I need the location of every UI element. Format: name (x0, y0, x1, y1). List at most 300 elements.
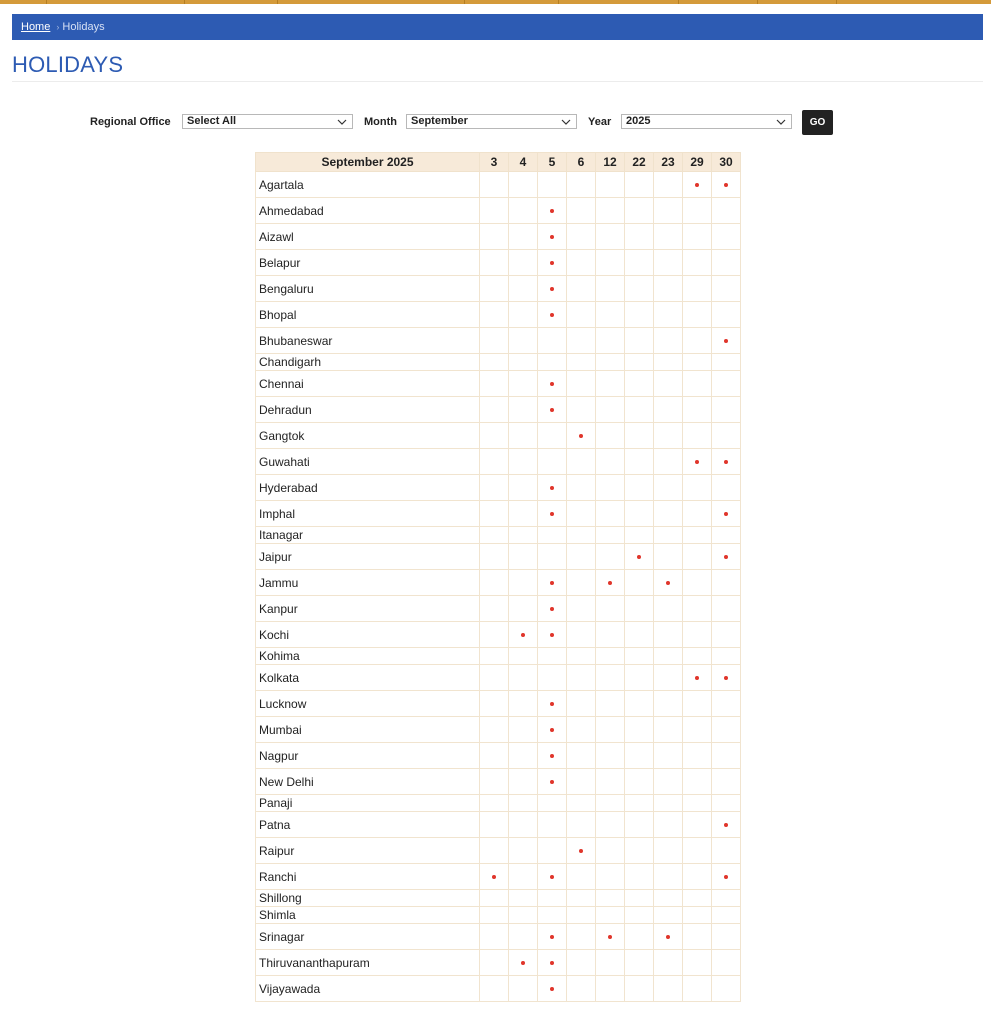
table-row (256, 172, 741, 198)
day-cell (654, 475, 683, 501)
holiday-dot-icon (550, 209, 554, 213)
table-row (256, 501, 741, 527)
month-header: September 2025 (256, 153, 480, 172)
day-cell (596, 423, 625, 449)
nav-divider (464, 0, 465, 4)
holiday-dot-icon (724, 875, 728, 879)
day-cell (596, 648, 625, 665)
day-cell (538, 924, 567, 950)
day-cell (625, 648, 654, 665)
day-cell (480, 224, 509, 250)
breadcrumb-current: Holidays (62, 21, 105, 33)
day-cell (567, 423, 596, 449)
day-cell (509, 224, 538, 250)
page-title: HOLIDAYS (12, 52, 124, 77)
day-cell (509, 276, 538, 302)
day-header: 4 (509, 153, 538, 172)
day-header: 5 (538, 153, 567, 172)
day-cell (683, 812, 712, 838)
day-cell (712, 397, 741, 423)
regional-office-select[interactable] (182, 114, 353, 129)
day-cell (625, 449, 654, 475)
day-cell (683, 743, 712, 769)
go-button[interactable]: GO (802, 110, 833, 135)
table-row (256, 250, 741, 276)
day-cell (480, 717, 509, 743)
day-cell (509, 812, 538, 838)
table-row (256, 743, 741, 769)
holiday-dot-icon (550, 728, 554, 732)
day-cell (538, 449, 567, 475)
day-cell (683, 890, 712, 907)
day-cell (480, 795, 509, 812)
day-cell (654, 328, 683, 354)
day-cell (596, 691, 625, 717)
day-cell (712, 449, 741, 475)
holiday-dot-icon (550, 512, 554, 516)
holiday-dot-icon (492, 875, 496, 879)
city-name: Panaji (256, 795, 480, 812)
day-cell (683, 769, 712, 795)
day-cell (596, 665, 625, 691)
day-cell (567, 328, 596, 354)
table-row (256, 397, 741, 423)
day-cell (509, 172, 538, 198)
holiday-dot-icon (550, 486, 554, 490)
city-name: Belapur (256, 250, 480, 276)
day-cell (654, 743, 683, 769)
day-cell (712, 475, 741, 501)
holiday-dot-icon (550, 702, 554, 706)
day-cell (567, 795, 596, 812)
day-cell (712, 907, 741, 924)
day-cell (712, 648, 741, 665)
holiday-dot-icon (550, 261, 554, 265)
day-cell (712, 596, 741, 622)
holiday-dot-icon (724, 512, 728, 516)
day-cell (509, 976, 538, 1002)
day-cell (509, 449, 538, 475)
city-name: Aizawl (256, 224, 480, 250)
city-name: Itanagar (256, 527, 480, 544)
day-cell (567, 691, 596, 717)
city-name: Ranchi (256, 864, 480, 890)
day-cell (683, 570, 712, 596)
day-cell (654, 172, 683, 198)
breadcrumb (12, 14, 983, 40)
city-name: Kochi (256, 622, 480, 648)
table-row (256, 795, 741, 812)
day-cell (509, 890, 538, 907)
day-cell (480, 544, 509, 570)
day-cell (509, 665, 538, 691)
day-cell (567, 976, 596, 1002)
day-cell (683, 691, 712, 717)
day-cell (712, 354, 741, 371)
day-cell (509, 864, 538, 890)
day-cell (596, 838, 625, 864)
table-header-row (256, 153, 741, 172)
day-cell (596, 890, 625, 907)
day-cell (625, 302, 654, 328)
nav-divider (184, 0, 185, 4)
city-name: Mumbai (256, 717, 480, 743)
day-cell (480, 907, 509, 924)
day-cell (596, 864, 625, 890)
day-cell (596, 795, 625, 812)
nav-divider (558, 0, 559, 4)
city-name: Hyderabad (256, 475, 480, 501)
holiday-dot-icon (550, 961, 554, 965)
day-cell (509, 924, 538, 950)
day-cell (480, 812, 509, 838)
day-cell (596, 371, 625, 397)
day-cell (567, 354, 596, 371)
day-cell (509, 596, 538, 622)
day-cell (480, 691, 509, 717)
holiday-dot-icon (724, 676, 728, 680)
table-row (256, 691, 741, 717)
table-row (256, 717, 741, 743)
day-cell (683, 976, 712, 1002)
city-name: Kolkata (256, 665, 480, 691)
holiday-dot-icon (695, 460, 699, 464)
day-cell (712, 302, 741, 328)
day-cell (567, 743, 596, 769)
day-cell (625, 250, 654, 276)
nav-divider (46, 0, 47, 4)
day-cell (509, 302, 538, 328)
day-cell (480, 423, 509, 449)
nav-divider (678, 0, 679, 4)
day-cell (509, 838, 538, 864)
table-row (256, 812, 741, 838)
day-cell (683, 622, 712, 648)
day-cell (509, 743, 538, 769)
day-cell (567, 501, 596, 527)
day-cell (538, 907, 567, 924)
day-cell (480, 622, 509, 648)
day-cell (538, 475, 567, 501)
day-cell (567, 812, 596, 838)
day-cell (596, 570, 625, 596)
day-cell (567, 172, 596, 198)
title-divider (12, 81, 983, 82)
city-name: Gangtok (256, 423, 480, 449)
day-cell (712, 544, 741, 570)
day-cell (712, 976, 741, 1002)
holiday-dot-icon (550, 780, 554, 784)
day-header: 22 (625, 153, 654, 172)
day-cell (683, 328, 712, 354)
table-row (256, 570, 741, 596)
city-name: Guwahati (256, 449, 480, 475)
day-cell (480, 570, 509, 596)
day-cell (625, 328, 654, 354)
city-name: Ahmedabad (256, 198, 480, 224)
day-cell (538, 743, 567, 769)
year-value: 2025 (626, 115, 651, 127)
day-cell (625, 397, 654, 423)
holiday-dot-icon (695, 676, 699, 680)
day-cell (567, 371, 596, 397)
day-cell (625, 501, 654, 527)
breadcrumb-separator: › (56, 22, 60, 32)
day-cell (538, 648, 567, 665)
day-cell (712, 527, 741, 544)
day-cell (625, 544, 654, 570)
day-cell (567, 596, 596, 622)
day-cell (654, 527, 683, 544)
day-cell (567, 276, 596, 302)
city-name: Vijayawada (256, 976, 480, 1002)
holiday-dot-icon (579, 849, 583, 853)
day-cell (625, 743, 654, 769)
day-cell (625, 924, 654, 950)
table-row (256, 890, 741, 907)
day-cell (683, 397, 712, 423)
day-cell (509, 527, 538, 544)
day-cell (683, 475, 712, 501)
day-cell (480, 397, 509, 423)
day-cell (567, 622, 596, 648)
day-cell (596, 924, 625, 950)
day-cell (625, 224, 654, 250)
day-cell (683, 371, 712, 397)
day-cell (654, 950, 683, 976)
city-name: Thiruvananthapuram (256, 950, 480, 976)
city-name: Chandigarh (256, 354, 480, 371)
day-cell (538, 544, 567, 570)
day-cell (654, 864, 683, 890)
day-cell (480, 890, 509, 907)
city-name: Lucknow (256, 691, 480, 717)
day-cell (567, 198, 596, 224)
day-cell (480, 449, 509, 475)
city-name: Srinagar (256, 924, 480, 950)
day-cell (654, 449, 683, 475)
day-cell (538, 198, 567, 224)
regional-office-value: Select All (187, 115, 237, 127)
day-cell (625, 907, 654, 924)
day-cell (625, 691, 654, 717)
day-cell (654, 976, 683, 1002)
day-cell (683, 838, 712, 864)
day-cell (538, 501, 567, 527)
table-row (256, 665, 741, 691)
day-cell (480, 596, 509, 622)
day-cell (654, 907, 683, 924)
day-cell (712, 717, 741, 743)
day-cell (654, 665, 683, 691)
holiday-dot-icon (550, 607, 554, 611)
day-cell (480, 924, 509, 950)
holiday-dot-icon (521, 961, 525, 965)
day-cell (480, 527, 509, 544)
day-cell (654, 622, 683, 648)
day-cell (712, 665, 741, 691)
day-cell (596, 596, 625, 622)
holiday-table-body (256, 172, 741, 1002)
day-cell (625, 795, 654, 812)
table-row (256, 475, 741, 501)
day-cell (654, 224, 683, 250)
top-accent-bar (0, 0, 991, 4)
day-cell (480, 172, 509, 198)
holiday-dot-icon (521, 633, 525, 637)
day-cell (538, 838, 567, 864)
table-row (256, 224, 741, 250)
day-cell (683, 544, 712, 570)
day-cell (712, 501, 741, 527)
table-row (256, 907, 741, 924)
month-value: September (411, 115, 468, 127)
day-cell (538, 769, 567, 795)
day-cell (480, 276, 509, 302)
day-cell (596, 276, 625, 302)
day-cell (538, 976, 567, 1002)
day-cell (625, 838, 654, 864)
day-cell (538, 354, 567, 371)
day-cell (712, 250, 741, 276)
holiday-dot-icon (550, 408, 554, 412)
day-cell (712, 198, 741, 224)
day-cell (683, 198, 712, 224)
day-cell (625, 976, 654, 1002)
day-cell (683, 250, 712, 276)
breadcrumb-home-link[interactable]: Home (21, 21, 51, 33)
chevron-down-icon (336, 116, 348, 128)
nav-divider (757, 0, 758, 4)
day-cell (683, 172, 712, 198)
day-cell (625, 354, 654, 371)
table-row (256, 924, 741, 950)
day-cell (509, 907, 538, 924)
holiday-dot-icon (724, 339, 728, 343)
day-cell (683, 596, 712, 622)
day-header: 23 (654, 153, 683, 172)
table-row (256, 864, 741, 890)
city-name: Shimla (256, 907, 480, 924)
day-cell (509, 717, 538, 743)
day-cell (625, 769, 654, 795)
day-cell (625, 890, 654, 907)
nav-divider (277, 0, 278, 4)
day-cell (596, 198, 625, 224)
holiday-table (255, 152, 741, 1002)
day-cell (567, 397, 596, 423)
day-cell (654, 596, 683, 622)
day-header: 6 (567, 153, 596, 172)
table-row (256, 423, 741, 449)
holiday-dot-icon (724, 460, 728, 464)
day-cell (683, 717, 712, 743)
chevron-down-icon (775, 116, 787, 128)
day-cell (625, 475, 654, 501)
day-cell (683, 924, 712, 950)
day-cell (567, 838, 596, 864)
day-cell (654, 838, 683, 864)
city-name: Kohima (256, 648, 480, 665)
day-cell (509, 250, 538, 276)
day-cell (625, 665, 654, 691)
day-cell (654, 423, 683, 449)
day-cell (567, 250, 596, 276)
day-cell (567, 475, 596, 501)
day-cell (654, 397, 683, 423)
holiday-dot-icon (695, 183, 699, 187)
day-cell (509, 198, 538, 224)
day-cell (509, 950, 538, 976)
holiday-dot-icon (666, 935, 670, 939)
year-select[interactable] (621, 114, 792, 129)
day-cell (596, 743, 625, 769)
day-cell (509, 691, 538, 717)
city-name: Agartala (256, 172, 480, 198)
day-cell (509, 795, 538, 812)
holiday-dot-icon (550, 313, 554, 317)
day-cell (567, 717, 596, 743)
day-cell (596, 475, 625, 501)
day-cell (654, 648, 683, 665)
holiday-dot-icon (550, 987, 554, 991)
day-cell (712, 570, 741, 596)
month-select[interactable] (406, 114, 577, 129)
day-cell (596, 172, 625, 198)
day-cell (596, 717, 625, 743)
day-cell (596, 397, 625, 423)
nav-divider (836, 0, 837, 4)
day-cell (712, 371, 741, 397)
day-cell (654, 501, 683, 527)
day-cell (538, 527, 567, 544)
day-cell (712, 743, 741, 769)
day-cell (596, 224, 625, 250)
day-cell (538, 717, 567, 743)
day-cell (538, 812, 567, 838)
day-cell (567, 449, 596, 475)
day-cell (538, 665, 567, 691)
day-cell (538, 890, 567, 907)
filter-bar (0, 110, 991, 136)
day-cell (712, 622, 741, 648)
day-cell (625, 622, 654, 648)
day-cell (567, 864, 596, 890)
table-row (256, 950, 741, 976)
holiday-dot-icon (666, 581, 670, 585)
table-row (256, 648, 741, 665)
day-cell (596, 302, 625, 328)
year-label: Year (588, 116, 612, 128)
table-row (256, 544, 741, 570)
table-row (256, 371, 741, 397)
day-cell (683, 907, 712, 924)
city-name: Patna (256, 812, 480, 838)
day-cell (538, 570, 567, 596)
day-cell (538, 622, 567, 648)
day-cell (625, 276, 654, 302)
day-cell (596, 907, 625, 924)
city-name: Dehradun (256, 397, 480, 423)
day-cell (683, 864, 712, 890)
day-cell (567, 302, 596, 328)
day-cell (596, 328, 625, 354)
day-cell (683, 648, 712, 665)
holiday-dot-icon (608, 935, 612, 939)
day-cell (683, 276, 712, 302)
day-cell (625, 198, 654, 224)
day-cell (480, 354, 509, 371)
